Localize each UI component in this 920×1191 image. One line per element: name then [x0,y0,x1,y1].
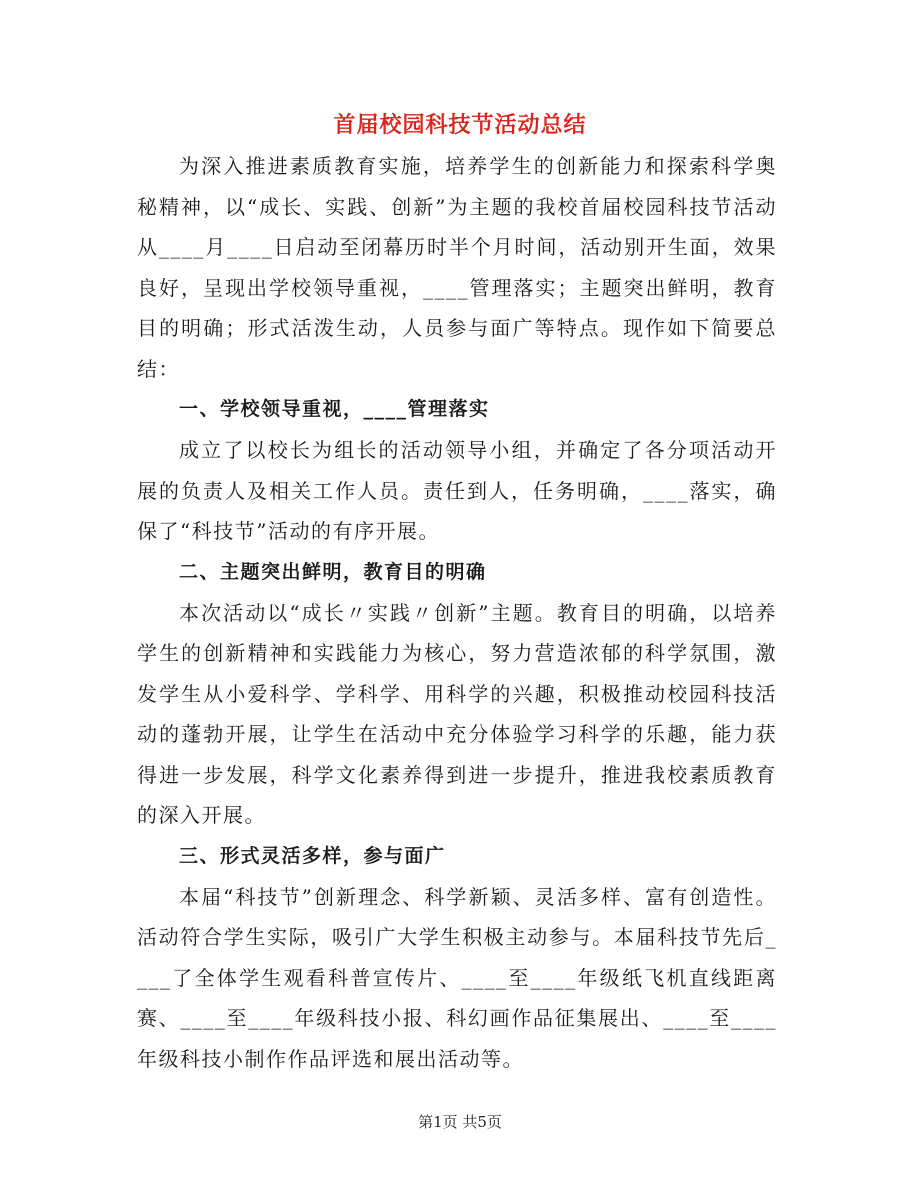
section-paragraph-3: 本届“科技节”创新理念、科学新颖、灵活多样、富有创造性。活动符合学生实际，吸引广大学生积极主动参与。本届科技节先后____了全体学生观看科普宣传片、____至____年级纸飞机直线距离赛、____至____年级科技小报、科幻画作品征集展出、____至____年级科技小制作作品评选和展出活动等。 [137,884,777,1071]
intro-paragraph: 为深入推进素质教育实施，培养学生的创新能力和探索科学奥秘精神，以“成长、实践、创新”为主题的我校首届校园科技节活动从____月____日启动至闭幕历时半个月时间，活动别开生面，效果良好，呈现出学校领导重视，____管理落实；主题突出鲜明，教育目的明确；形式活泼生动，人员参与面广等特点。现作如下简要总结： [137,154,777,381]
section-paragraph-1: 成立了以校长为组长的活动领导小组，并确定了各分项活动开展的负责人及相关工作人员。责任到人，任务明确，____落实，确保了“科技节”活动的有序开展。 [137,438,777,543]
section-heading-1: 一、学校领导重视，____管理落实 [179,398,490,420]
section-paragraph-2: 本次活动以“成长〃实践〃创新”主题。教育目的明确，以培养学生的创新精神和实践能力为核心，努力营造浓郁的科学氛围，激发学生从小爱科学、学科学、用科学的兴趣，积极推动校园科技活动的蓬勃开展，让学生在活动中充分体验学习科学的乐趣，能力获得进一步发展，科学文化素养得到进一步提升，推进我校素质教育的深入开展。 [137,600,777,827]
page-number-footer: 第1页 共5页 [418,1113,502,1131]
section-heading-3: 三、形式灵活多样，参与面广 [179,844,446,867]
document-body [137,146,777,1079]
section-heading-2: 二、主题突出鲜明，教育目的明确 [179,560,487,583]
document-title: 首届校园科技节活动总结 [333,113,587,138]
